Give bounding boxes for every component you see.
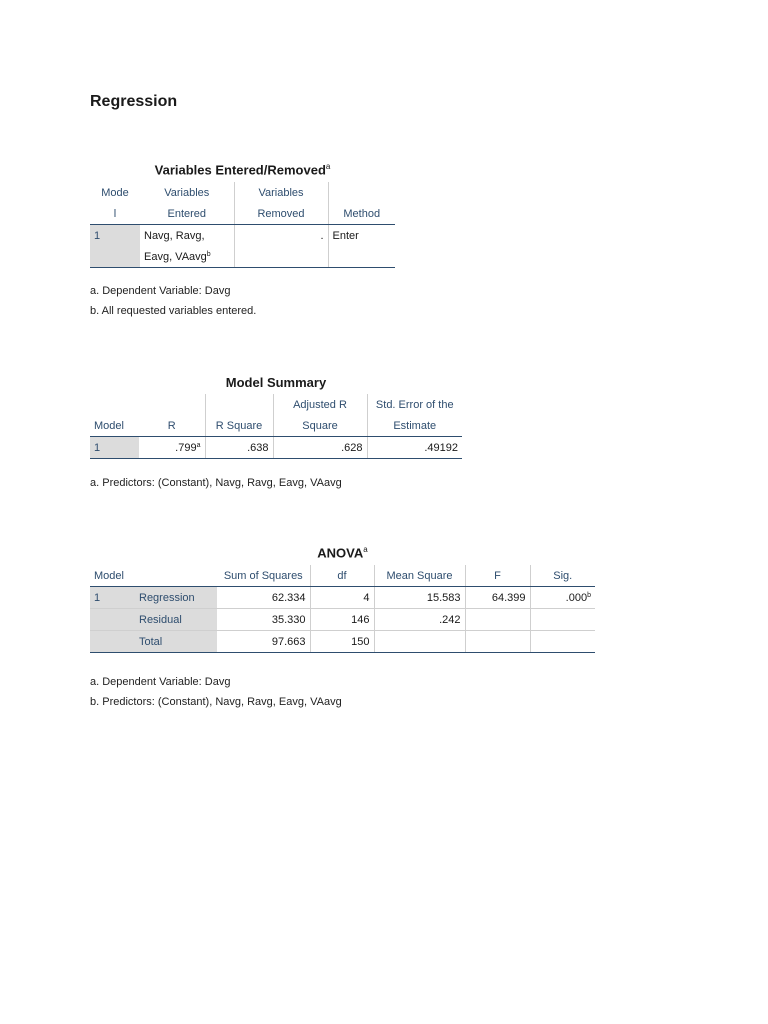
ms-row-r-sup: a: [196, 441, 201, 449]
vt-row-entered-2-cell: [140, 246, 234, 268]
ms-header-std-1: Std. Error of the: [375, 398, 454, 411]
ms-header-r-square: R Square: [205, 415, 273, 437]
ms-header-blank-2: [139, 394, 205, 415]
anova-row-f: [465, 609, 530, 631]
anova-row-model-cont: [90, 609, 135, 631]
anova-header-ms: Mean Square: [374, 565, 465, 587]
anova-header-model: Model: [90, 565, 135, 587]
anova-footnote-b: b. Predictors: (Constant), Navg, Ravg, Eavg, VAavg: [90, 696, 342, 708]
vt-row-entered-2: Eavg, VAavg: [144, 250, 207, 263]
ms-header-r: R: [139, 415, 205, 437]
table-row: [90, 631, 595, 653]
page-title: Regression: [90, 93, 178, 110]
vt-header-entered-2: Entered: [140, 203, 234, 225]
anova-row-sig-cell: [530, 587, 595, 609]
ms-row-adj: .628: [273, 437, 367, 459]
vt-row-model-cont: [90, 246, 140, 268]
ms-row-r: .799: [175, 441, 197, 454]
variables-table-title: [90, 162, 395, 177]
anova-row-label: Total: [135, 631, 217, 653]
table-row: [90, 609, 595, 631]
vt-header-method: Method: [328, 203, 395, 225]
anova-row-sig: [530, 609, 595, 631]
anova-row-df: 146: [310, 609, 374, 631]
ms-row-std: .49192: [367, 437, 462, 459]
vt-header-model-1: Mode: [101, 186, 129, 199]
anova-row-f: 64.399: [465, 587, 530, 609]
ms-header-adj-2: Square: [273, 415, 367, 437]
anova-footnote-a: a. Dependent Variable: Davg: [90, 676, 231, 688]
anova-row-ss: 62.334: [217, 587, 310, 609]
anova-header-df: df: [310, 565, 374, 587]
anova-title-text: ANOVA: [317, 545, 364, 561]
anova-row-sig: [530, 631, 595, 653]
vt-row-entered-1: Navg, Ravg,: [140, 225, 234, 247]
variables-table-title-sup: a: [325, 162, 331, 171]
table-row: [90, 587, 595, 609]
ms-row-r-cell: [139, 437, 205, 459]
anova-header-f: F: [465, 565, 530, 587]
vt-footnote-b: b. All requested variables entered.: [90, 305, 257, 317]
anova-title: [90, 545, 595, 560]
anova-row-df: 150: [310, 631, 374, 653]
vt-header-model-2: l: [90, 203, 140, 225]
anova-row-label: Regression: [135, 587, 217, 609]
anova-row-ms: .242: [374, 609, 465, 631]
anova-row-f: [465, 631, 530, 653]
vt-header-removed-2: Removed: [234, 203, 328, 225]
anova-header-ss: Sum of Squares: [217, 565, 310, 587]
ms-footnote-a: a. Predictors: (Constant), Navg, Ravg, Eavg, VAavg: [90, 477, 342, 489]
vt-header-removed-1: Variables: [234, 182, 328, 203]
anova-row-label: Residual: [135, 609, 217, 631]
ms-row-r-square: .638: [205, 437, 273, 459]
anova-row-sig-sup: b: [587, 591, 591, 599]
anova-title-sup: a: [363, 545, 368, 554]
vt-header-blank: [328, 182, 395, 203]
variables-table: [90, 182, 395, 268]
anova-row-ss: 97.663: [217, 631, 310, 653]
vt-row-model: 1: [90, 225, 140, 247]
vt-header-entered-1: Variables: [140, 182, 234, 203]
anova-row-ms: 15.583: [374, 587, 465, 609]
ms-header-model: Model: [90, 415, 139, 437]
anova-row-sig: .000: [565, 591, 588, 604]
anova-row-model: 1: [90, 587, 135, 609]
ms-header-adj-1: Adjusted R: [273, 394, 367, 415]
vt-row-removed-cont: [234, 246, 328, 268]
anova-row-df: 4: [310, 587, 374, 609]
vt-row-removed: .: [234, 225, 328, 247]
vt-footnote-a: a. Dependent Variable: Davg: [90, 285, 231, 297]
model-summary-table: [90, 394, 462, 459]
anova-row-ms: [374, 631, 465, 653]
ms-header-std-2: Estimate: [367, 415, 462, 437]
anova-header-sig: Sig.: [530, 565, 595, 587]
ms-header-blank-1: [90, 394, 139, 415]
variables-table-title-text: Variables Entered/Removed: [154, 162, 326, 178]
model-summary-title: Model Summary: [225, 375, 327, 390]
ms-header-blank-3: [205, 394, 273, 415]
anova-row-model-cont: [90, 631, 135, 653]
anova-header-blank: [135, 565, 217, 587]
vt-row-entered-sup: b: [206, 250, 211, 258]
vt-row-method-cont: [328, 246, 395, 268]
anova-table: [90, 565, 595, 653]
ms-row-model: 1: [90, 437, 139, 459]
vt-row-method: Enter: [332, 229, 359, 242]
anova-row-ss: 35.330: [217, 609, 310, 631]
